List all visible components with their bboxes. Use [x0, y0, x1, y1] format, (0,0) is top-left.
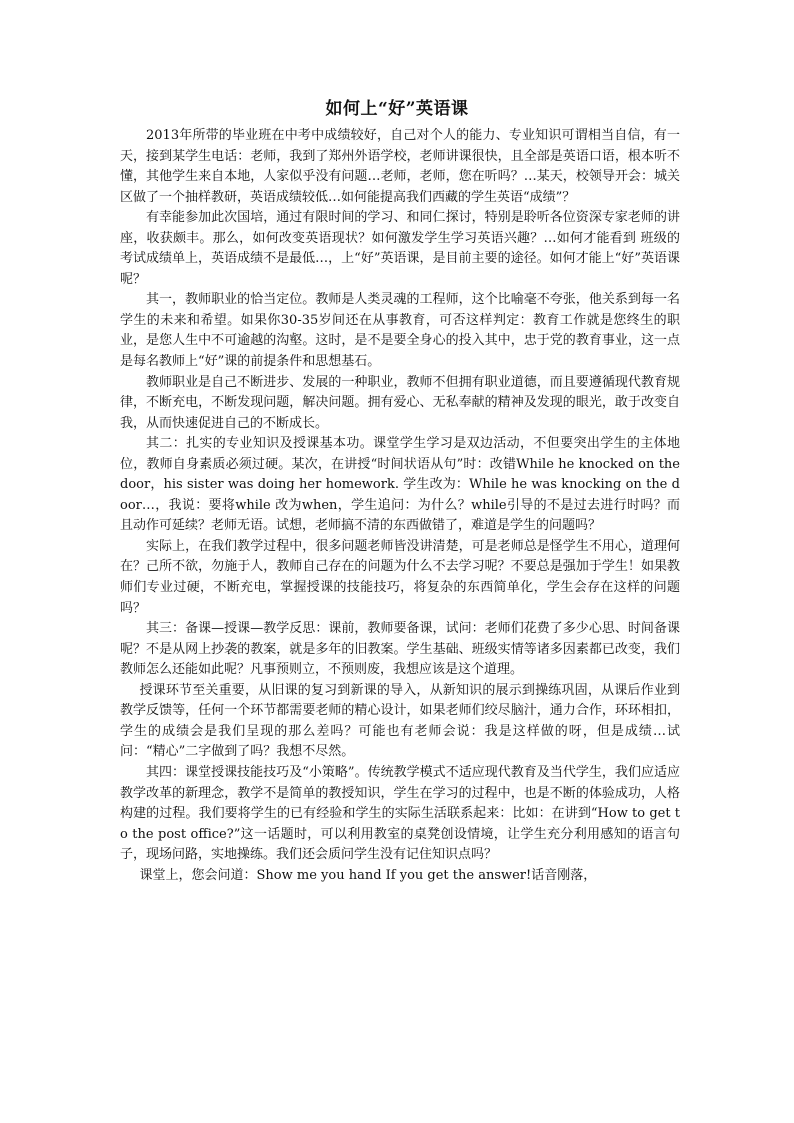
paragraph-1: 2013年所带的毕业班在中考中成绩较好，自己对个人的能力、专业知识可谓相当自信，有一天，接到某学生电话：老师，我到了郑州外语学校，老师讲课很快，且全部是英语口语，根本听不懂，其他学生来自本地，人家似乎没有问题…老师，老师，您在听吗？…某天，校领导开会：城关区做了一个抽样教研，英语成绩较低…如何能提高我们西藏的学生英语“成绩”？ — [120, 128, 680, 205]
paragraph-9: 其四：课堂授课技能技巧及“小策略”。传统教学模式不适应现代教育及当代学生，我们应适应教学改革的新理念，教学不是简单的教授知识，学生在学习的过程中，也是不断的体验成功，人格构建的过程。我们要将学生的已有经验和学生的实际生活联系起来：比如：在讲到“How to get to the post office?”这一话题时，可以利用教室的桌凳创设情境，让学生充分利用感知的语言句子，现场问路，实地操练。我们还会质问学生没有记住知识点吗？ — [120, 764, 680, 863]
paragraph-4: 教师职业是自己不断进步、发展的一种职业，教师不但拥有职业道德，而且要遵循现代教育规律，不断充电，不断发现问题，解决问题。拥有爱心、无私奉献的精神及发现的眼光，敢于改变自我，从而快速促进自己的不断成长。 — [120, 374, 680, 431]
paragraph-2: 有幸能参加此次国培，通过有限时间的学习、和同仁探讨，特别是聆听各位资深专家老师的讲座，收获颇丰。那么，如何改变英语现状？如何激发学生学习英语兴趣？…如何才能看到 班级的考试成绩单上，英语成绩不是最低…，上“好”英语课，是目前主要的途径。如何才能上“好”英语课呢？ — [120, 210, 680, 287]
paragraph-6: 实际上，在我们教学过程中，很多问题老师皆没讲清楚，可是老师总是怪学生不用心，道理何在？己所不欲，勿施于人，教师自己存在的问题为什么不去学习呢？不要总是强加于学生！如果教师们专业过硬，不断充电，掌握授课的技能技巧，将复杂的东西简单化，学生会存在这样的问题吗？ — [120, 538, 680, 616]
paragraph-10: 课堂上，您会问道：Show me you hand If you get the answer!话音刚落， — [139, 867, 597, 883]
paragraph-8: 授课环节至关重要，从旧课的复习到新课的导入，从新知识的展示到操练巩固，从课后作业到教学反馈等，任何一个环节都需要老师的精心设计，如果老师们绞尽脑汁，通力合作，环环相扣，学生的成绩会是我们呈现的那么差吗？可能也有老师会说：我是这样做的呀，但是成绩…试问：“精心”二字做到了吗？我想不尽然。 — [120, 682, 680, 760]
paragraph-7: 其三：备课—授课—教学反思：课前，教师要备课，试问：老师们花费了多少心思、时间备课呢？不是从网上抄袭的教案，就是多年的旧教案。学生基础、班级实情等诸多因素都已改变，我们教师怎么还能如此呢？凡事预则立，不预则废，我想应该是这个道理。 — [120, 621, 680, 678]
paragraph-5: 其二：扎实的专业知识及授课基本功。课堂学生学习是双边活动，不但要突出学生的主体地位，教师自身素质必须过硬。某次，在讲授“时间状语从句”时：改错While he knocked on the door，his sister was doing her homework. 学生改为：While he was knocking on the door…，我说：要将while 改为when，学生追问：为什么？while引导的不是过去进行时吗？而且动作可延续？老师无语。试想，老师搞不清的东西做错了，难道是学生的问题吗？ — [120, 436, 680, 534]
paragraph-3: 其一，教师职业的恰当定位。教师是人类灵魂的工程师，这个比喻毫不夸张，他关系到每一名学生的未来和希望。如果你30-35岁间还在从事教育，可否这样判定：教育工作就是您终生的职业，是您人生中不可逾越的沟壑。这时，是不是要全身心的投入其中，忠于党的教育事业，这一点是每名教师上“好”课的前提条件和思想基石。 — [120, 292, 680, 370]
document-title: 如何上“好”英语课 — [325, 99, 469, 119]
document-body — [120, 126, 680, 886]
